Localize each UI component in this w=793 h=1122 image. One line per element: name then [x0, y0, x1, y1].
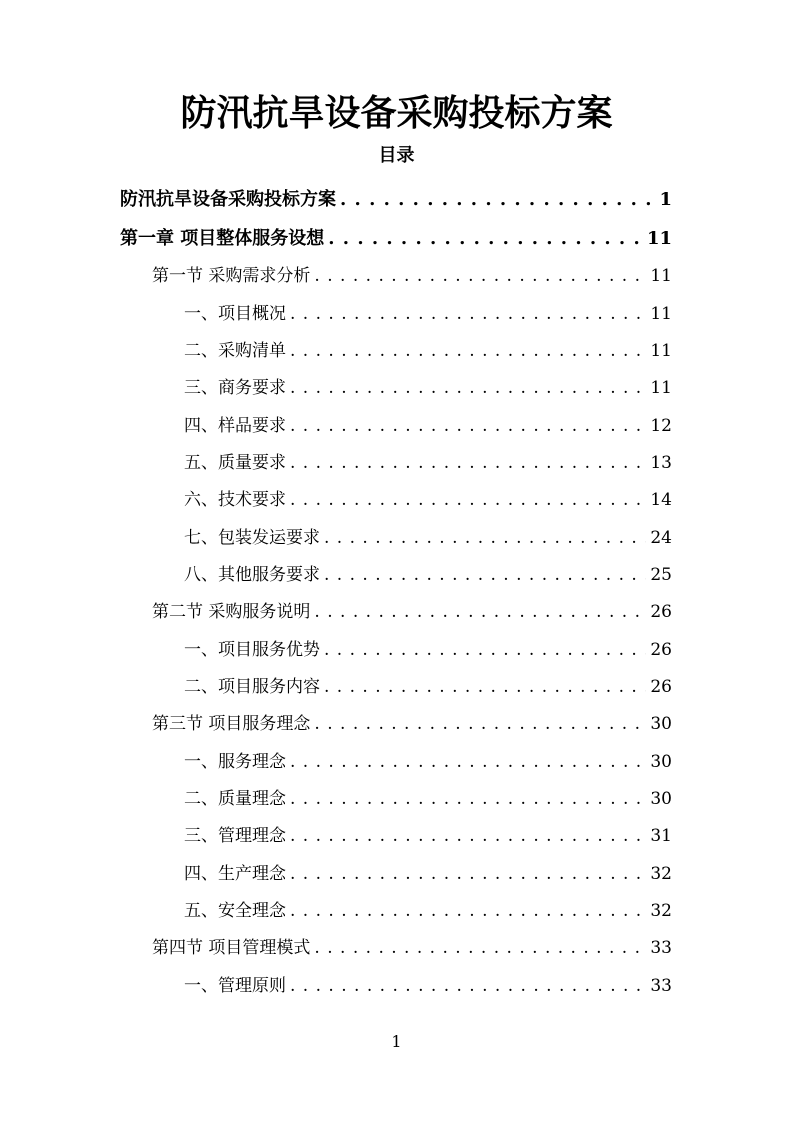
- toc-leader-dots: [290, 416, 646, 436]
- toc-entry-label: 防汛抗旱设备采购投标方案: [120, 189, 336, 210]
- toc-entry[interactable]: [152, 597, 672, 622]
- toc-entry[interactable]: [184, 635, 672, 660]
- toc-entry[interactable]: [152, 261, 672, 286]
- toc-leader-dots: [324, 677, 646, 697]
- toc-entry-label: 四、生产理念: [184, 864, 286, 884]
- toc-entry[interactable]: [184, 336, 672, 361]
- toc-entry-page: 1: [659, 189, 672, 210]
- toc-leader-dots: [324, 640, 646, 660]
- document-title: 防汛抗旱设备采购投标方案: [180, 92, 613, 134]
- toc-entry-label: 第二节 采购服务说明: [152, 602, 311, 622]
- toc-entry-label: 一、项目服务优势: [184, 640, 320, 660]
- toc-entry-page: 31: [650, 826, 672, 846]
- toc-entry[interactable]: [184, 821, 672, 846]
- toc-entry-label: 第三节 项目服务理念: [152, 714, 311, 734]
- toc-entry-label: 一、项目概况: [184, 304, 286, 324]
- toc-entry[interactable]: [184, 747, 672, 772]
- toc-leader-dots: [314, 266, 646, 286]
- toc-leader-dots: [290, 752, 646, 772]
- toc-entry[interactable]: [120, 224, 672, 250]
- toc-entry-page: 14: [650, 490, 672, 510]
- toc-leader-dots: [290, 901, 646, 921]
- toc-leader-dots: [314, 714, 646, 734]
- toc-entry-label: 五、安全理念: [184, 901, 286, 921]
- toc-entry-page: 32: [650, 901, 672, 921]
- toc-leader-dots: [290, 789, 646, 809]
- toc-entry-label: 四、样品要求: [184, 416, 286, 436]
- toc-leader-dots: [340, 189, 655, 210]
- toc-entry-label: 八、其他服务要求: [184, 565, 320, 585]
- toc-entry-label: 第一章 项目整体服务设想: [120, 228, 325, 249]
- toc-entry-page: 30: [650, 789, 672, 809]
- toc-entry-page: 11: [650, 378, 672, 398]
- toc-entry-label: 二、采购清单: [184, 341, 286, 361]
- toc-entry-label: 一、管理原则: [184, 976, 286, 996]
- toc-entry-page: 33: [650, 938, 672, 958]
- toc-entry[interactable]: [184, 485, 672, 510]
- toc-entry-label: 六、技术要求: [184, 490, 286, 510]
- toc-entry-label: 五、质量要求: [184, 453, 286, 473]
- toc-entry-page: 30: [650, 752, 672, 772]
- toc-entry-label: 七、包装发运要求: [184, 528, 320, 548]
- toc-entry[interactable]: [184, 784, 672, 809]
- toc-leader-dots: [290, 341, 646, 361]
- toc-entry-page: 26: [650, 677, 672, 697]
- toc-leader-dots: [290, 864, 646, 884]
- toc-entry-page: 12: [650, 416, 672, 436]
- toc-entry-page: 25: [650, 565, 672, 585]
- toc-entry-label: 三、商务要求: [184, 378, 286, 398]
- toc-entry[interactable]: [184, 896, 672, 921]
- toc-entry-label: 二、项目服务内容: [184, 677, 320, 697]
- toc-leader-dots: [314, 938, 646, 958]
- toc-leader-dots: [290, 453, 646, 473]
- toc-entry-page: 32: [650, 864, 672, 884]
- toc-leader-dots: [290, 304, 646, 324]
- toc-entry[interactable]: [152, 933, 672, 958]
- toc-entry[interactable]: [184, 971, 672, 996]
- toc-entry[interactable]: [184, 411, 672, 436]
- toc-entry[interactable]: [184, 859, 672, 884]
- toc-leader-dots: [314, 602, 646, 622]
- toc-entry-page: 26: [650, 602, 672, 622]
- toc-entry-page: 11: [650, 304, 672, 324]
- toc-entry-page: 33: [650, 976, 672, 996]
- toc-entry[interactable]: [184, 523, 672, 548]
- toc-entry[interactable]: [184, 299, 672, 324]
- toc-entry-label: 一、服务理念: [184, 752, 286, 772]
- toc-entry-page: 26: [650, 640, 672, 660]
- toc-leader-dots: [290, 826, 646, 846]
- toc-entry-label: 第一节 采购需求分析: [152, 266, 311, 286]
- toc-leader-dots: [290, 976, 646, 996]
- toc-leader-dots: [328, 228, 643, 249]
- toc-entry[interactable]: [184, 448, 672, 473]
- toc-leader-dots: [290, 378, 646, 398]
- page-number: 1: [391, 1032, 402, 1051]
- toc-leader-dots: [324, 528, 646, 548]
- toc-entry-page: 13: [650, 453, 672, 473]
- toc-entry-label: 三、管理理念: [184, 826, 286, 846]
- toc-heading: 目录: [378, 145, 415, 166]
- toc-leader-dots: [290, 490, 646, 510]
- toc-entry-label: 二、质量理念: [184, 789, 286, 809]
- toc-entry-page: 11: [650, 341, 672, 361]
- toc-leader-dots: [324, 565, 646, 585]
- toc-entry-page: 30: [650, 714, 672, 734]
- toc-entry-label: 第四节 项目管理模式: [152, 938, 311, 958]
- toc-entry-page: 11: [646, 228, 672, 249]
- toc-entry[interactable]: [152, 709, 672, 734]
- toc-entry[interactable]: [184, 560, 672, 585]
- toc-entry[interactable]: [184, 672, 672, 697]
- toc-entry-page: 11: [650, 266, 672, 286]
- toc-entry[interactable]: [120, 185, 672, 211]
- toc-entry-page: 24: [650, 528, 672, 548]
- toc-entry[interactable]: [184, 373, 672, 398]
